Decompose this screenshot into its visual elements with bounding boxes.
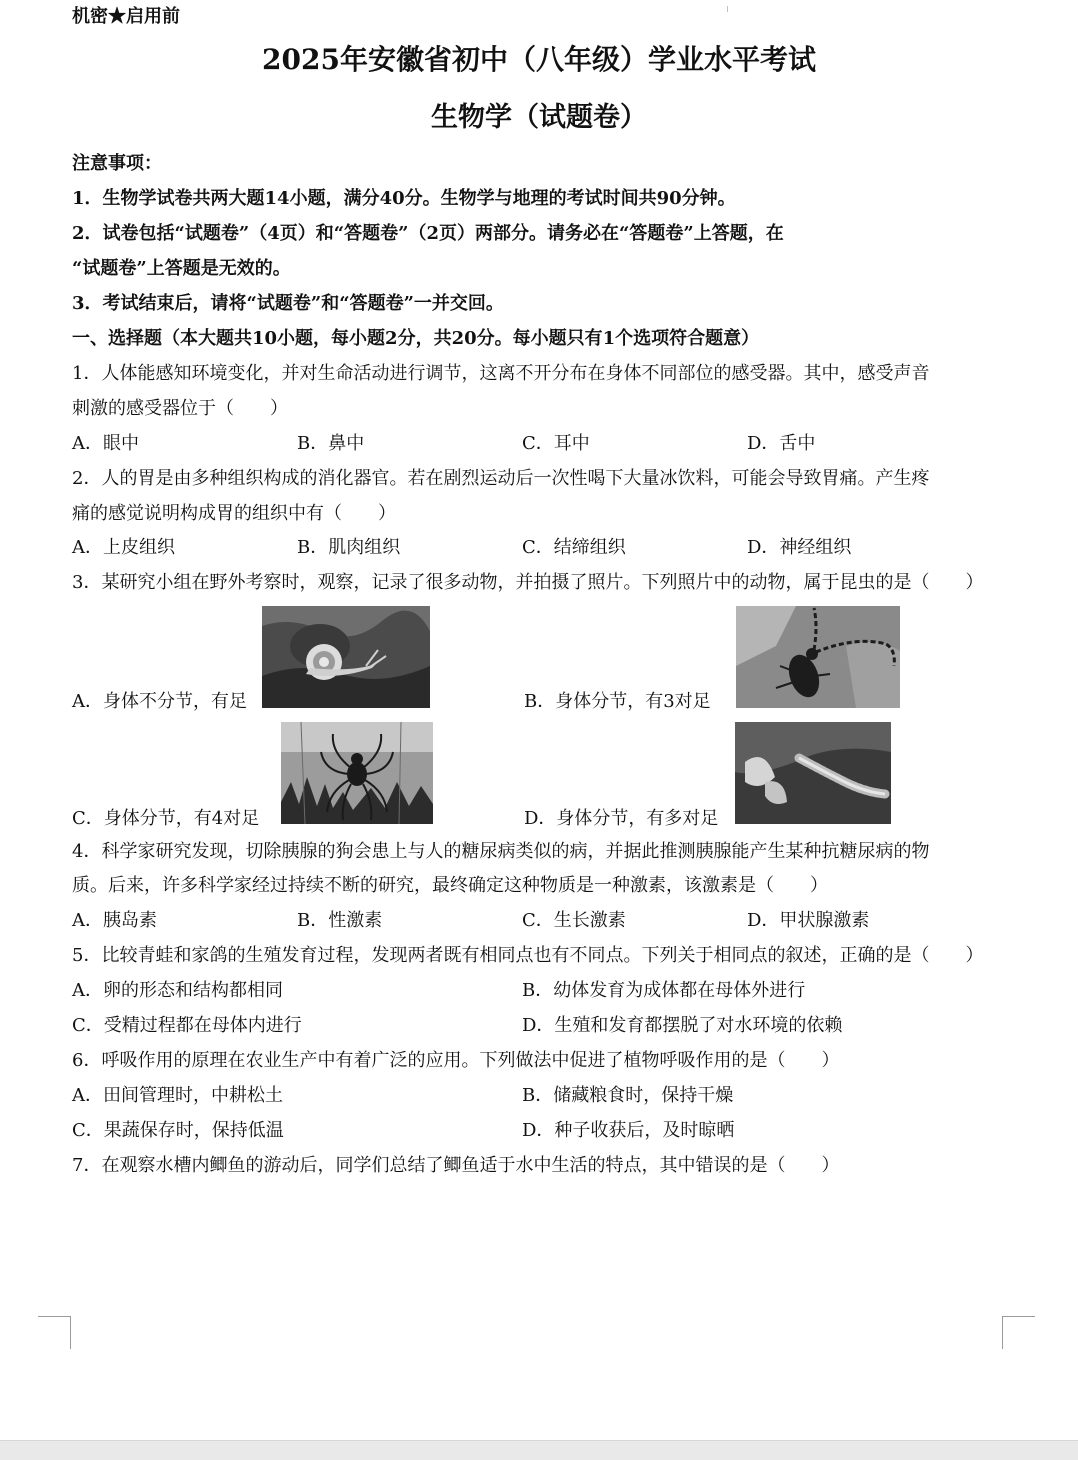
section-heading: 一、选择题（本大题共10小题，每小题2分，共20分。每小题只有1个选项符合题意） <box>72 328 760 349</box>
notes-heading: 注意事项： <box>72 153 162 174</box>
question-4-line-2: 质。后来，许多科学家经过持续不断的研究，最终确定这种物质是一种激素，该激素是（ ） <box>72 875 828 896</box>
q3-option-c: C．身体分节，有4对足 <box>72 808 260 829</box>
spider-photo <box>281 722 433 824</box>
q2-option-b: B．肌肉组织 <box>297 537 401 558</box>
q5-option-d: D．生殖和发育都摆脱了对水环境的依赖 <box>522 1015 843 1036</box>
snail-photo <box>262 606 430 708</box>
question-4-line-1: 4．科学家研究发现，切除胰腺的狗会患上与人的糖尿病类似的病，并据此推测胰腺能产生某种抗糖尿病的物 <box>72 841 930 862</box>
q5-option-a: A．卵的形态和结构都相同 <box>72 980 283 1001</box>
q1-option-d: D．舌中 <box>747 433 816 454</box>
question-6-line-1: 6．呼吸作用的原理在农业生产中有着广泛的应用。下列做法中促进了植物呼吸作用的是（ ） <box>72 1050 840 1071</box>
q6-option-a: A．田间管理时，中耕松土 <box>72 1085 283 1106</box>
question-5-line-1: 5．比较青蛙和家鸽的生殖发育过程，发现两者既有相同点也有不同点。下列关于相同点的叙述，正确的是（ ） <box>72 945 984 966</box>
q3-option-b: B．身体分节，有3对足 <box>524 691 711 712</box>
q4-option-b: B．性激素 <box>297 910 383 931</box>
q3-option-a: A．身体不分节，有足 <box>72 691 247 712</box>
note-item-2-cont: “试题卷”上答题是无效的。 <box>72 258 291 279</box>
beetle-photo <box>736 606 900 708</box>
question-3-line-1: 3．某研究小组在野外考察时，观察，记录了很多动物，并拍摄了照片。下列照片中的动物，属于昆虫的是（ ） <box>72 572 984 593</box>
exam-title: 2025年安徽省初中（八年级）学业水平考试 <box>262 43 816 76</box>
q1-option-a: A．眼中 <box>72 433 139 454</box>
q6-option-b: B．储藏粮食时，保持干燥 <box>522 1085 734 1106</box>
q4-option-c: C．生长激素 <box>522 910 626 931</box>
viewer-bottom-strip <box>0 1440 1078 1460</box>
q1-option-b: B．鼻中 <box>297 433 365 454</box>
page-tick-mark <box>727 6 728 12</box>
q2-option-a: A．上皮组织 <box>72 537 175 558</box>
q2-option-d: D．神经组织 <box>747 537 852 558</box>
q3-option-d: D．身体分节，有多对足 <box>524 808 719 829</box>
q5-option-b: B．幼体发育为成体都在母体外进行 <box>522 980 806 1001</box>
millipede-photo <box>735 722 891 824</box>
question-1-line-2: 刺激的感受器位于（ ） <box>72 398 288 419</box>
q4-option-a: A．胰岛素 <box>72 910 157 931</box>
q5-option-c: C．受精过程都在母体内进行 <box>72 1015 302 1036</box>
q1-option-c: C．耳中 <box>522 433 590 454</box>
q2-option-c: C．结缔组织 <box>522 537 626 558</box>
page-corner-mark-right <box>1002 1316 1035 1349</box>
q4-option-d: D．甲状腺激素 <box>747 910 870 931</box>
q6-option-c: C．果蔬保存时，保持低温 <box>72 1120 284 1141</box>
question-7-line-1: 7．在观察水槽内鲫鱼的游动后，同学们总结了鲫鱼适于水中生活的特点，其中错误的是（ ） <box>72 1155 840 1176</box>
question-1-line-1: 1．人体能感知环境变化，并对生命活动进行调节，这离不开分布在身体不同部位的感受器。其中，感受声音 <box>72 363 930 384</box>
question-2-line-1: 2．人的胃是由多种组织构成的消化器官。若在剧烈运动后一次性喝下大量冰饮料，可能会导致胃痛。产生疼 <box>72 468 930 489</box>
exam-subtitle: 生物学（试题卷） <box>431 102 647 133</box>
page-corner-mark-left <box>38 1316 71 1349</box>
confidential-label: 机密★启用前 <box>72 6 180 27</box>
note-item-3: 3．考试结束后，请将“试题卷”和“答题卷”一并交回。 <box>72 293 504 314</box>
q6-option-d: D．种子收获后，及时晾晒 <box>522 1120 735 1141</box>
note-item-1: 1．生物学试卷共两大题14小题，满分40分。生物学与地理的考试时间共90分钟。 <box>72 188 736 209</box>
question-2-line-2: 痛的感觉说明构成胃的组织中有（ ） <box>72 503 396 524</box>
note-item-2: 2．试卷包括“试题卷”（4页）和“答题卷”（2页）两部分。请务必在“答题卷”上答题，在 <box>72 223 784 244</box>
